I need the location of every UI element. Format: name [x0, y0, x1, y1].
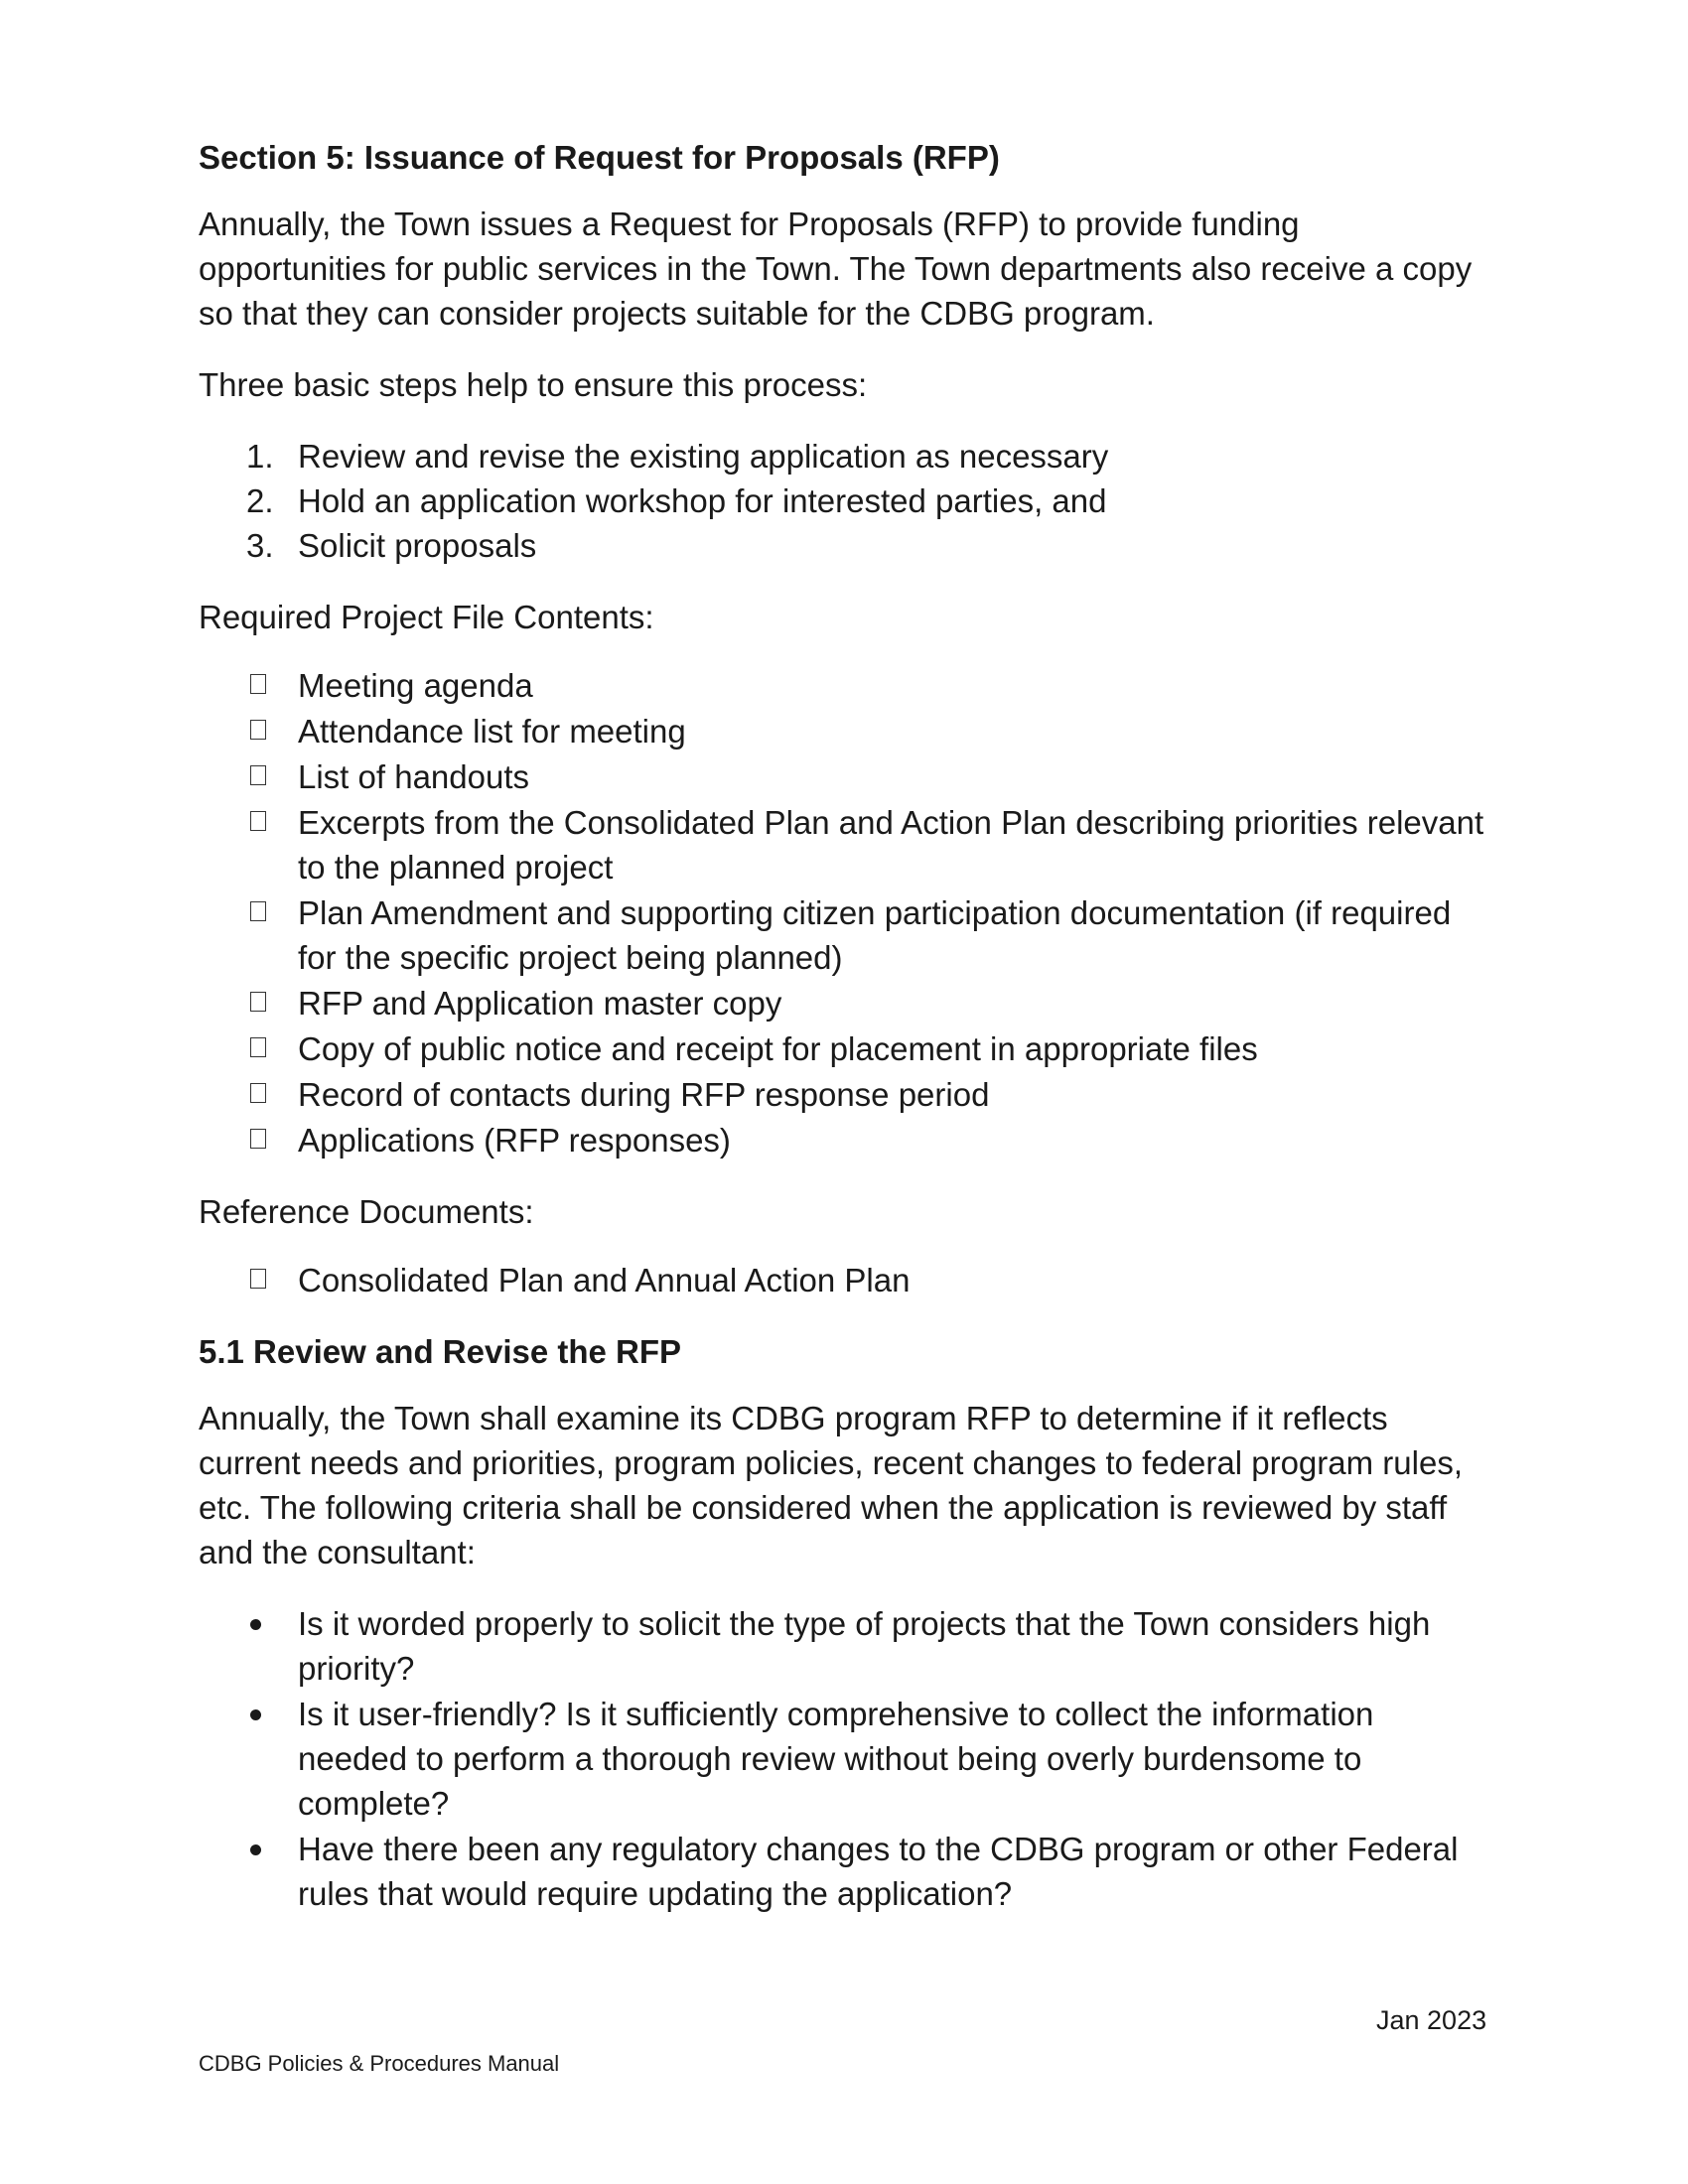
- list-item: [199, 434, 1489, 478]
- section-5-intro: Annually, the Town issues a Request for Proposals (RFP) to provide funding opportunities for public services in the Town. The Town departments also receive a copy so that they can consider projects suitable for the CDBG program.: [199, 205, 1473, 332]
- step-text: Review and revise the existing application as necessary: [298, 438, 1109, 475]
- checklist-item-text: Excerpts from the Consolidated Plan and Action Plan describing priorities relevant to the planned project: [298, 804, 1484, 886]
- checkbox-icon: [250, 1037, 266, 1057]
- required-contents-checklist: [199, 663, 1489, 1162]
- checkbox-icon: [250, 765, 266, 785]
- checklist-item-text: Consolidated Plan and Annual Action Plan: [298, 1262, 911, 1298]
- criterion-text: Is it worded properly to solicit the type of projects that the Town considers high priority?: [298, 1605, 1431, 1687]
- bullet-icon: [250, 1619, 261, 1630]
- section-5-1-intro: Annually, the Town shall examine its CDBG program RFP to determine if it reflects current needs and priorities, program policies, recent changes to federal program rules, etc. The following criteria shall be considered when the application is reviewed by staff and the consultant:: [199, 1400, 1463, 1570]
- list-item: [199, 1692, 1489, 1826]
- checklist-item-text: Record of contacts during RFP response period: [298, 1076, 990, 1113]
- section-5-1-heading: 5.1 Review and Revise the RFP: [199, 1333, 682, 1370]
- checklist-item: [199, 1026, 1489, 1071]
- checklist-item: [199, 1118, 1489, 1162]
- checklist-item-text: Meeting agenda: [298, 667, 533, 704]
- checklist-item: [199, 1072, 1489, 1117]
- list-item: [199, 478, 1489, 523]
- step-number: 2.: [246, 482, 274, 519]
- checklist-item-text: Attendance list for meeting: [298, 713, 686, 750]
- review-criteria-list: [199, 1601, 1489, 1916]
- checklist-item: [199, 1258, 1489, 1302]
- steps-lead: Three basic steps help to ensure this process:: [199, 366, 868, 403]
- checkbox-icon: [250, 992, 266, 1012]
- checklist-item-text: RFP and Application master copy: [298, 985, 782, 1022]
- checkbox-icon: [250, 1269, 266, 1289]
- footer-manual-title: CDBG Policies & Procedures Manual: [199, 2051, 560, 2076]
- steps-list: [199, 434, 1489, 568]
- checkbox-icon: [250, 1083, 266, 1103]
- checklist-item: [199, 800, 1489, 889]
- section-5-heading: Section 5: Issuance of Request for Proposals (RFP): [199, 139, 1000, 176]
- reference-documents-heading: Reference Documents:: [199, 1193, 534, 1230]
- step-number: 3.: [246, 527, 274, 564]
- criterion-text: Have there been any regulatory changes to the CDBG program or other Federal rules that would require updating the application?: [298, 1831, 1459, 1912]
- checklist-item: [199, 709, 1489, 753]
- step-text: Hold an application workshop for interested parties, and: [298, 482, 1107, 519]
- checkbox-icon: [250, 901, 266, 921]
- bullet-icon: [250, 1709, 261, 1720]
- checklist-item: [199, 890, 1489, 980]
- criterion-text: Is it user-friendly? Is it sufficiently comprehensive to collect the information needed to perform a thorough review without being overly burdensome to complete?: [298, 1696, 1374, 1822]
- document-page: [199, 135, 1489, 1917]
- footer-date: Jan 2023: [1376, 2005, 1487, 2035]
- checklist-item-text: List of handouts: [298, 758, 529, 795]
- checklist-item: [199, 981, 1489, 1025]
- list-item: [199, 1601, 1489, 1691]
- checkbox-icon: [250, 674, 266, 694]
- checklist-item-text: Applications (RFP responses): [298, 1122, 731, 1159]
- checklist-item: [199, 663, 1489, 708]
- checkbox-icon: [250, 811, 266, 831]
- bullet-icon: [250, 1844, 261, 1855]
- reference-documents-checklist: [199, 1258, 1489, 1302]
- checkbox-icon: [250, 1129, 266, 1149]
- checkbox-icon: [250, 720, 266, 740]
- checklist-item: [199, 754, 1489, 799]
- list-item: [199, 523, 1489, 568]
- step-text: Solicit proposals: [298, 527, 537, 564]
- step-number: 1.: [246, 438, 274, 475]
- checklist-item-text: Plan Amendment and supporting citizen participation documentation (if required for the specific project being planned): [298, 894, 1452, 976]
- checklist-item-text: Copy of public notice and receipt for placement in appropriate files: [298, 1030, 1258, 1067]
- list-item: [199, 1827, 1489, 1916]
- required-contents-heading: Required Project File Contents:: [199, 599, 654, 635]
